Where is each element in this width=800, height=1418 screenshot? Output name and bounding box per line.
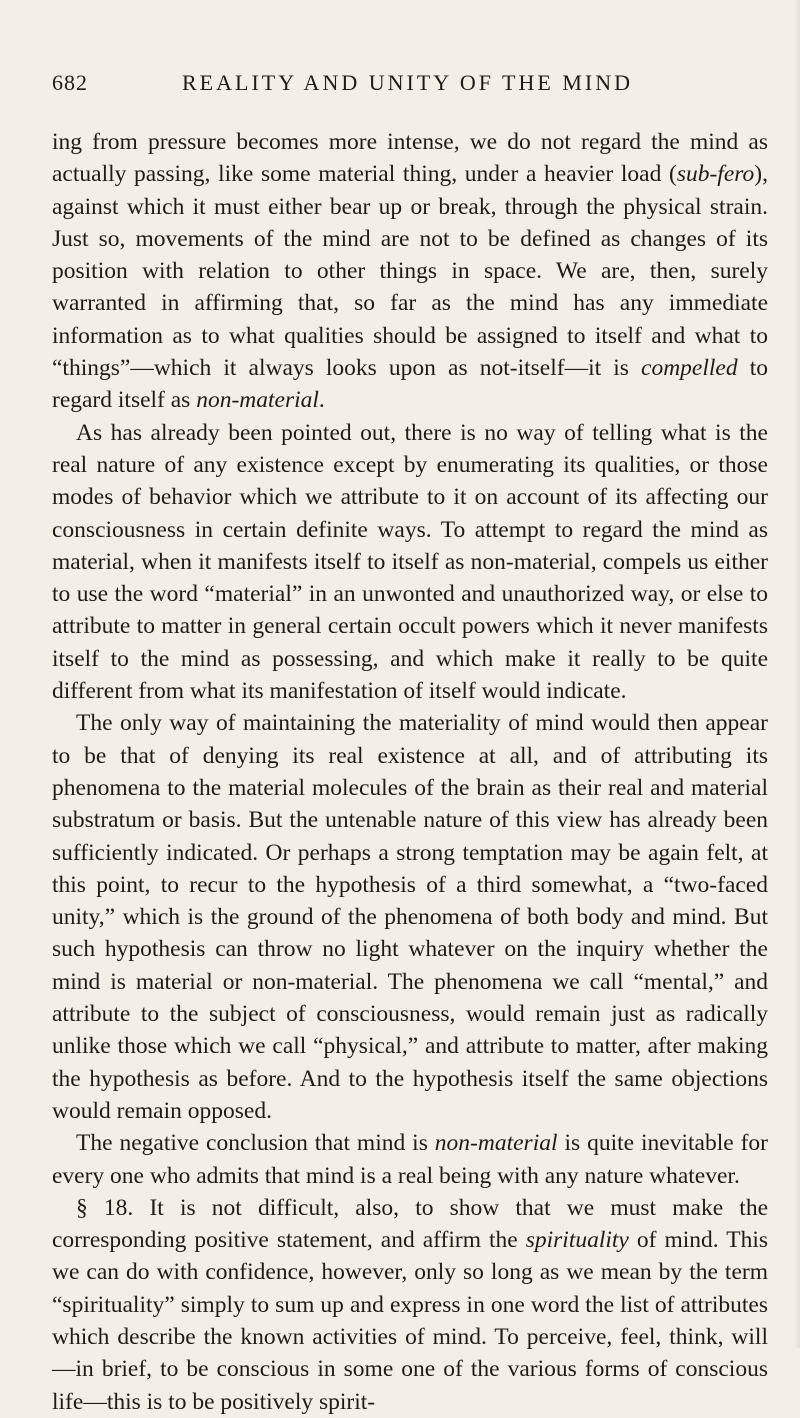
text-run: . <box>318 387 325 414</box>
paragraph-1 <box>52 126 768 417</box>
text-run: The negative conclusion that mind is <box>76 1130 435 1157</box>
text-run: § 18. It is not difficult, also, to show that we must make the corresponding positive statement, and affirm the <box>52 1194 768 1254</box>
italic-text: non-material <box>196 387 319 414</box>
italic-text: non-material <box>434 1130 558 1157</box>
paragraph-4 <box>52 1127 768 1192</box>
text-run: is quite inevitable for every one who admits that mind is a real being with any nature whatever. <box>52 1130 768 1189</box>
running-head <box>52 70 768 106</box>
text-run: of mind. This we can do with confidence, however, only so long as we mean by the term “spirituality” simply to sum up and express in one word the list of attributes which describe the known activities of mind. To perceive, feel, think, will—in brief, to be conscious in some one of the various forms of conscious life—this is to be positively spirit- <box>52 1227 768 1415</box>
page-edge-shadow <box>794 0 800 1348</box>
running-title: REALITY AND UNITY OF THE MIND <box>182 70 633 95</box>
page-number: 682 <box>52 70 88 95</box>
italic-text: compelled <box>641 355 738 382</box>
text-run: to regard itself as <box>52 355 768 414</box>
paragraph-5 <box>52 1192 768 1418</box>
body-text <box>52 126 768 1418</box>
text-run: ing from pressure becomes more intense, we do not regard the mind as actually passing, like some material thing, under a heavier load ( <box>52 129 768 188</box>
paragraph-3 <box>52 707 768 1127</box>
text-run: ), against which it must either bear up or break, through the physical strain. Just so, movements of the mind are not to be defined as changes of its position with relation to other things in space. We are, then, surely warranted in affirming that, so far as the mind has any immediate information as to what qualities should be assigned to itself and what to “things”—which it always looks upon as not-itself—it is <box>52 161 768 382</box>
italic-text: spirituality <box>525 1227 629 1254</box>
paragraph-2 <box>52 417 768 708</box>
text-run: As has already been pointed out, there is no way of telling what is the real nature of any existence except by enumerating its qualities, or those modes of behavior which we attribute to it on account of its affecting our consciousness in certain definite ways. To attempt to regard the mind as material, when it manifests itself to itself as non-material, compels us either to use the word “material” in an unwonted and unauthorized way, or else to attribute to matter in general certain occult powers which it never manifests itself to the mind as possessing, and which make it really to be quite different from what its manifestation of itself would indicate. <box>52 419 768 705</box>
text-run: The only way of maintaining the materiality of mind would then appear to be that of denying its real existence at all, and of attributing its phenomena to the material molecules of the brain as their real and material substratum or basis. But the untenable nature of this view has already been sufficiently indicated. Or perhaps a strong temptation may be again felt, at this point, to recur to the hypothesis of a third somewhat, a “two-faced unity,” which is the ground of the phenomena of both body and mind. But such hypothesis can throw no light whatever on the inquiry whether the mind is material or non-material. The phenomena we call “mental,” and attribute to the subject of consciousness, would remain just as radically unlike those which we call “physical,” and attribute to matter, after making the hypothesis as before. And to the hypothesis itself the same objections would remain opposed. <box>52 710 768 1124</box>
italic-text: sub-fero <box>676 161 755 188</box>
